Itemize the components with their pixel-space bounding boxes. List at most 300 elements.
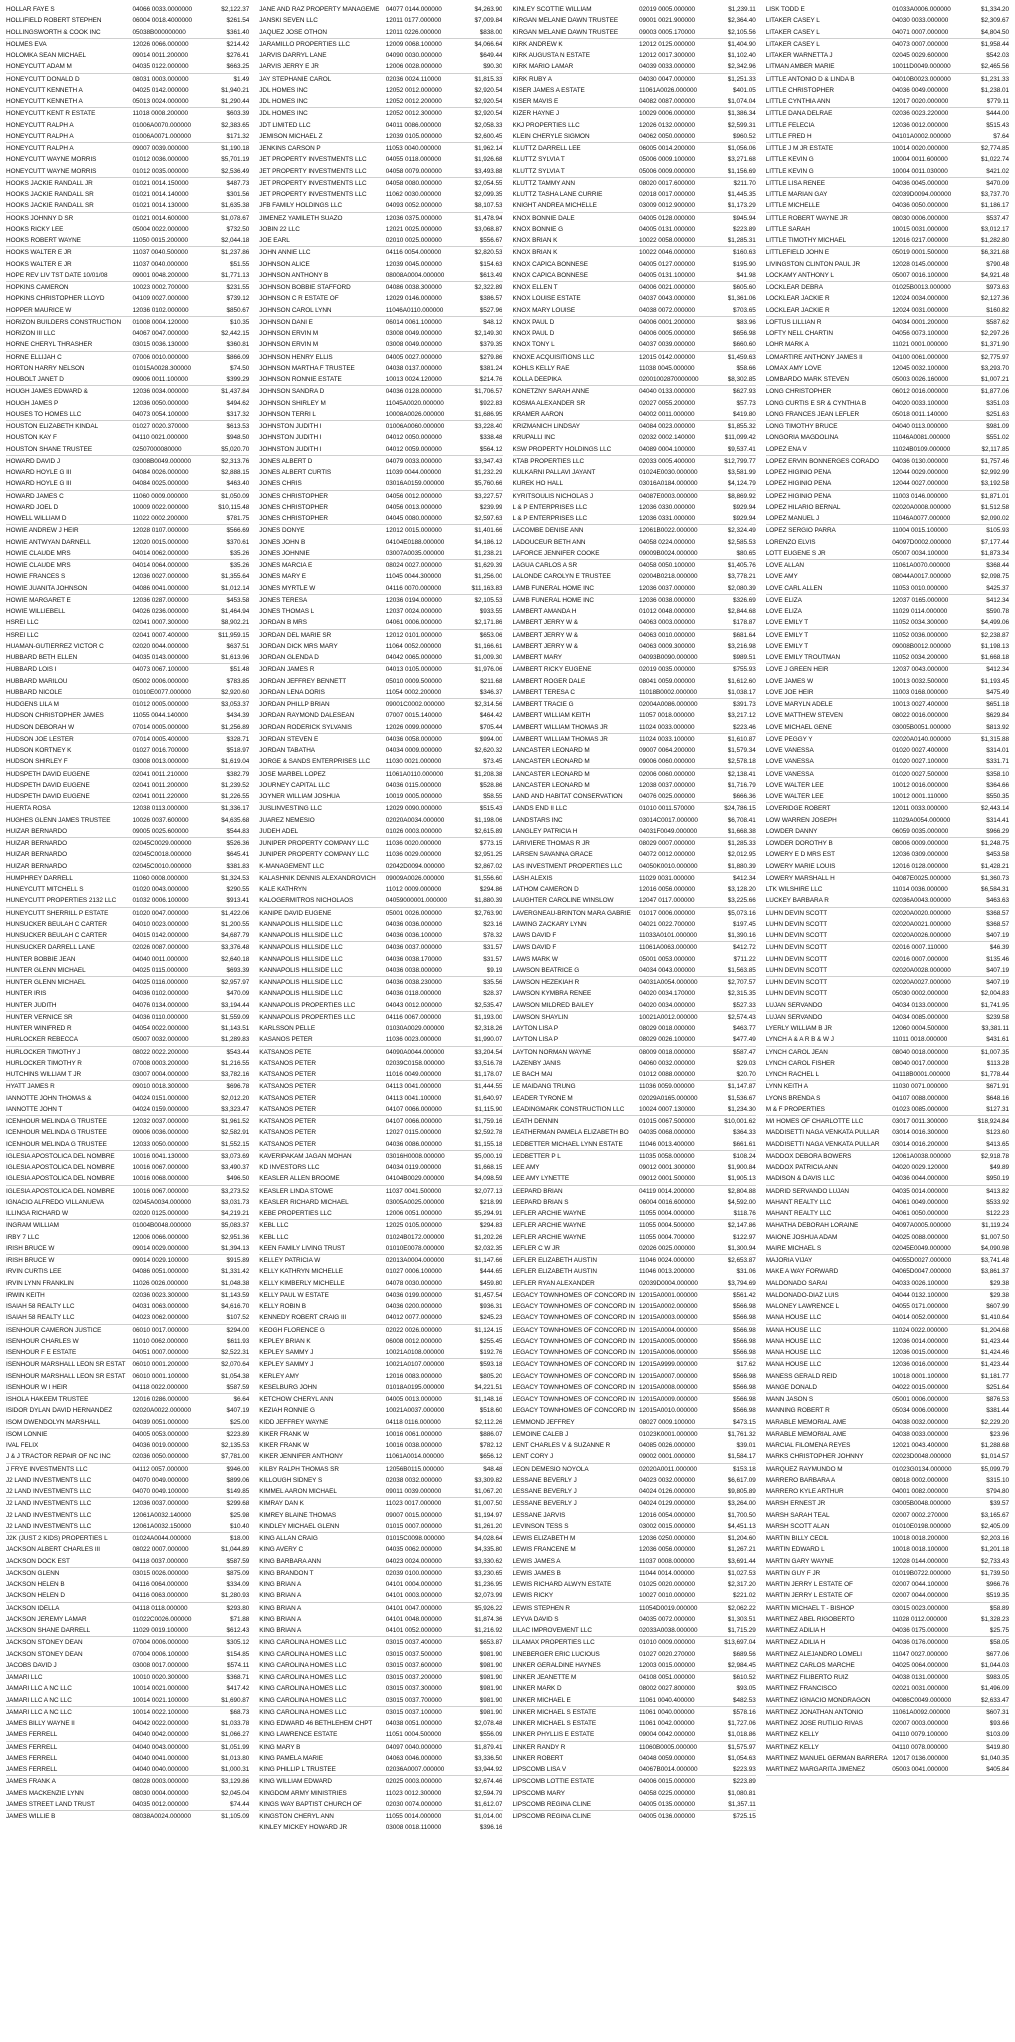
owner-name: LAMB FUNERAL HOME INC (512, 596, 594, 604)
listing-row (6, 1127, 249, 1138)
tax-amount: $1,563.85 (727, 966, 756, 974)
listing-row (6, 467, 249, 478)
owner-name: LATHOM CAMERON D (512, 886, 579, 893)
parcel-id: 01022C0026.000000 (132, 1615, 192, 1623)
owner-name: KNOX BONNIE DALE (512, 214, 575, 222)
owner-name: KANNAPOLIS HILLSIDE LLC (259, 944, 343, 952)
tax-amount: $475.49 (986, 688, 1009, 696)
listing-row (259, 1278, 502, 1290)
listing-row (766, 1232, 1009, 1243)
owner-name: LESSANE BEVERLY J (512, 1488, 577, 1495)
listing-row (6, 537, 249, 548)
parcel-id: 04040 0040.000000 (132, 1766, 189, 1773)
listing-row (766, 1208, 1009, 1220)
parcel-id: 04036 0199.000000 (385, 1291, 442, 1299)
parcel-id: 11061A0026.000000 (638, 86, 698, 94)
tax-amount: $2,054.55 (474, 179, 503, 187)
tax-amount: $2,203.16 (981, 1535, 1009, 1542)
tax-amount: $453.58 (226, 596, 250, 604)
owner-name: LESSANE BEVERLY J (512, 1476, 577, 1484)
tax-amount: $315.10 (986, 1476, 1009, 1484)
listing-row (766, 583, 1009, 595)
tax-amount: $1,105.09 (221, 1813, 250, 1820)
parcel-id: 11018 0008.200000 (132, 110, 189, 118)
parcel-id: 02025 0003.000000 (385, 1778, 442, 1786)
parcel-id: 02019 0005.000000 (638, 6, 695, 13)
listing-row (766, 826, 1009, 838)
owner-name: KEEN FAMILY LIVING TRUST (259, 1244, 346, 1252)
tax-amount: $1,610.87 (727, 735, 756, 743)
tax-amount: $725.15 (732, 1813, 756, 1820)
owner-name: LOVE MICHAEL GENE (765, 723, 832, 731)
parcel-id: 04076 0025.000000 (638, 793, 695, 800)
listing-row (6, 1811, 249, 1822)
owner-name: HOLLIFIELD ROBERT STEPHEN (6, 17, 102, 25)
parcel-id: 12012 0101.000000 (385, 631, 442, 639)
parcel-id: 07004 0006.100000 (132, 1650, 189, 1658)
parcel-id: 02021 0031.000000 (892, 1685, 949, 1693)
tax-amount: $7,177.44 (981, 538, 1009, 546)
listing-row (6, 1475, 249, 1486)
listing-row (259, 1521, 502, 1533)
parcel-id: 09007 0039.000000 (132, 145, 189, 152)
owner-name: KING EDWARD 46 BETHLEHEM CHPT (259, 1720, 373, 1727)
tax-amount: $314.41 (986, 816, 1009, 824)
parcel-id: 04066 0033.0000000 (132, 6, 193, 13)
owner-name: HOWARD HOYLE G III (6, 469, 72, 476)
owner-name: HUDGENS LILA M (6, 701, 59, 708)
listing-row (513, 617, 756, 629)
listing-row (513, 85, 756, 96)
listing-row (6, 1464, 249, 1475)
tax-amount: $1,074.04 (727, 98, 756, 105)
tax-amount: $1,355.64 (221, 573, 250, 581)
tax-amount: $1,200.55 (221, 920, 250, 928)
tax-amount: $3,336.50 (474, 1754, 503, 1762)
listing-row (259, 954, 502, 965)
parcel-id: 08028 0003.000000 (132, 1778, 189, 1786)
owner-name: LEGACY TOWNHOMES OF CONCORD IN (512, 1291, 635, 1299)
owner-name: KIRK ANDREW K (512, 40, 563, 48)
parcel-id: 01006A0071.000000 (132, 132, 191, 140)
parcel-id: 12017 0136.000000 (892, 1754, 949, 1762)
owner-name: JAMES FRANK A (6, 1778, 56, 1786)
parcel-id: 10021A0037.000000 (385, 1407, 445, 1415)
owner-name: IRBY 7 LLC (6, 1233, 40, 1241)
listing-row (513, 1127, 756, 1138)
owner-name: KIRGAN MELANIE DAWN TRUSTEE (512, 28, 619, 36)
tax-amount: $2,775.97 (981, 353, 1009, 361)
parcel-id: 01030A0029.000000 (385, 1025, 445, 1032)
parcel-id: 11060 0009.000000 (132, 492, 189, 500)
tax-amount: $1,880.39 (727, 862, 756, 870)
parcel-id: 04040 0041.000000 (132, 1754, 189, 1762)
owner-name: KNOX PAUL D (512, 318, 555, 326)
tax-amount: $2,804.88 (727, 1187, 756, 1195)
tax-amount: $58.55 (483, 793, 503, 800)
listing-row (766, 50, 1009, 61)
listing-row (766, 1544, 1009, 1555)
owner-name: JACKSON STONEY DEAN (6, 1650, 83, 1658)
owner-name: MADDISETTI NAGA VENKATA PULLAR (765, 1140, 880, 1148)
owner-name: LARIVIERE THOMAS R JR (512, 840, 590, 847)
tax-amount: $1,208.38 (474, 770, 503, 778)
listing-row (259, 270, 502, 282)
listing-row (513, 1116, 756, 1127)
owner-name: HUBBARD BETH ELLEN (6, 654, 78, 661)
owner-name: LAMBERT AMANDA H (512, 608, 577, 615)
listing-row (766, 4, 1009, 15)
owner-name: LORENZO ELVIS (765, 538, 816, 546)
parcel-id: 08027 0009.100000 (638, 1418, 695, 1426)
parcel-id: 03002 0015.000000 (638, 1522, 695, 1530)
owner-name: LAMBERT TERESA C (512, 688, 575, 696)
owner-name: KRIZMANICH LINDSAY (512, 423, 581, 430)
parcel-id: 08009 0018.000000 (638, 1048, 695, 1056)
tax-amount: $245.23 (479, 1314, 503, 1322)
owner-name: JANSKI SEVEN LLC (259, 17, 318, 25)
parcel-id: 11050 0015.200000 (132, 237, 189, 244)
listing-row (766, 1475, 1009, 1486)
owner-name: MARABLE MEMORIAL AME (765, 1418, 847, 1426)
tax-amount: $1,761.32 (727, 1430, 756, 1438)
parcel-id: 12036 0027.000000 (132, 573, 189, 581)
listing-row (259, 1000, 502, 1012)
owner-name: KNOX LOUISE ESTATE (512, 295, 581, 303)
listing-row (766, 1637, 1009, 1648)
owner-name: MANN JASON S (765, 1396, 814, 1403)
parcel-id: 01012 0048.000000 (638, 608, 695, 615)
listing-row (513, 39, 756, 50)
tax-amount: $2,004.83 (981, 990, 1009, 998)
owner-name: LUHN DEVIN SCOTT (765, 944, 828, 952)
parcel-id: 01006A0070.000000 (132, 121, 191, 129)
listing-row (6, 710, 249, 721)
tax-amount: $412.72 (732, 944, 756, 952)
parcel-id: 03015 0037.300000 (385, 1685, 442, 1693)
parcel-id: 09014 0029.100000 (132, 1257, 189, 1264)
tax-amount: $18.00 (229, 1535, 250, 1542)
listing-row (6, 1556, 249, 1568)
tax-amount: $566.98 (732, 1314, 756, 1322)
owner-name: LAND AND HABITAT CONSERVATION (512, 793, 623, 800)
parcel-id: 04076 0134.000000 (132, 1001, 189, 1009)
owner-name: KELLY KIMBERLY MICHELLE (259, 1279, 345, 1287)
tax-amount: $1,336.17 (221, 805, 250, 813)
owner-name: LOPEZ MANUEL J (765, 515, 820, 522)
owner-name: LOVE EMILY T (765, 642, 809, 650)
tax-amount: $6,584.31 (981, 886, 1009, 893)
tax-amount: $2,135.53 (221, 1442, 250, 1449)
owner-name: LITTLEFIELD JOHN E (765, 249, 830, 257)
parcel-id: 04038 0033.000000 (892, 1430, 949, 1438)
parcel-id: 03007A0035.000000 (385, 549, 445, 557)
parcel-id: 08038A0024.000000 (132, 1813, 191, 1820)
listing-row (513, 1590, 756, 1602)
tax-amount: $1,119.24 (981, 1222, 1009, 1230)
listing-row (6, 734, 249, 745)
owner-name: HOWIE JUANITA JOHNSON (6, 584, 88, 592)
listing-row (259, 699, 502, 710)
owner-name: LAMBERT TRACIE G (512, 701, 574, 708)
owner-name: LYNN KEITH A (765, 1083, 809, 1091)
parcel-id: 07008 0003.200000 (132, 1059, 189, 1067)
parcel-id: 06010 0017.000000 (132, 1326, 189, 1334)
parcel-id: 04036 0200.000000 (385, 1303, 442, 1310)
tax-amount: $8,107.53 (474, 202, 503, 210)
listing-row (6, 1498, 249, 1509)
tax-amount: $417.42 (226, 1685, 250, 1693)
parcel-id: 01020 0027.400000 (892, 747, 949, 754)
listing-row (259, 1590, 502, 1602)
tax-amount: $2,342.96 (727, 63, 756, 71)
tax-amount: $396.16 (479, 1824, 503, 1832)
listing-row (513, 1603, 756, 1614)
tax-amount: $4,186.12 (474, 538, 503, 546)
parcel-id: 11055 0004.500000 (638, 1222, 695, 1230)
tax-amount: $1,014.57 (981, 1453, 1009, 1461)
tax-amount: $1,877.06 (981, 388, 1009, 396)
tax-amount: $1,371.90 (981, 341, 1009, 349)
tax-amount: $1,961.52 (221, 1118, 250, 1125)
tax-amount: $1,612.07 (474, 1800, 503, 1808)
parcel-id: 10016 0067.000000 (132, 1164, 189, 1171)
tax-amount: $7.64 (993, 132, 1009, 140)
tax-amount: $1,038.17 (727, 688, 756, 696)
parcel-id: 12012 0015.000000 (385, 527, 442, 535)
owner-name: LAYTON NORMAN WAYNE (512, 1048, 592, 1056)
listing-row (513, 1232, 756, 1243)
listing-row (766, 259, 1009, 270)
owner-name: LONG CURTIS E SR & CYNTHIA B (765, 399, 867, 407)
owner-name: HOPE REV LIV TST DATE 10/01/08 (6, 271, 108, 279)
tax-amount: $463.40 (226, 480, 250, 488)
tax-amount: $218.99 (479, 1198, 503, 1206)
parcel-id: 01010E0198.000000 (892, 1522, 951, 1530)
tax-amount: $1,940.21 (221, 86, 250, 94)
listing-row (259, 1197, 502, 1208)
tax-amount: $527.96 (479, 306, 503, 314)
listing-row (6, 699, 249, 710)
owner-name: JONES MARCIA E (259, 562, 313, 569)
owner-name: LEGACY TOWNHOMES OF CONCORD IN (512, 1337, 635, 1345)
parcel-id: 04110 0021.000000 (132, 434, 189, 442)
tax-amount: $607.31 (986, 1708, 1009, 1716)
tax-amount: $3,204.54 (474, 1048, 503, 1056)
owner-name: KATSANOS PETER (259, 1105, 316, 1113)
tax-amount: $68.73 (229, 1708, 250, 1716)
parcel-id: 02026 0087.000000 (132, 944, 189, 952)
tax-amount: $653.87 (479, 1639, 503, 1647)
parcel-id: 12003 0015.000000 (638, 1661, 695, 1669)
tax-amount: $590.78 (986, 608, 1009, 615)
parcel-id: 12037 0024.000000 (385, 608, 442, 615)
tax-amount: $35.26 (229, 549, 250, 557)
listing-row (513, 1197, 756, 1208)
tax-amount: $5,926.22 (474, 1604, 503, 1612)
listing-row (259, 1116, 502, 1127)
listing-row (513, 1672, 756, 1683)
listing-row (259, 1568, 502, 1579)
parcel-id: 03014 0016.200000 (892, 1140, 949, 1148)
tax-amount: $3,228.40 (474, 423, 503, 430)
listing-row (6, 305, 249, 317)
owner-name: JORGE & SANDS ENTERPRISES LLC (259, 758, 371, 766)
tax-amount: $1,013.80 (221, 1754, 250, 1762)
tax-amount: $1,464.94 (221, 608, 250, 615)
tax-amount: $358.10 (986, 770, 1009, 778)
tax-amount: $2,920.54 (474, 98, 503, 105)
owner-name: KLUTTZ DARRELL LEE (512, 145, 581, 152)
listing-row (259, 630, 502, 641)
listing-row (766, 1220, 1009, 1231)
tax-amount: $1,536.67 (727, 1094, 756, 1102)
owner-name: LANDS END II LLC (512, 805, 568, 813)
owner-name: KING PAMELA MARIE (259, 1754, 323, 1762)
listing-row (513, 838, 756, 849)
parcel-id: 10018 0018.100000 (892, 1546, 949, 1554)
owner-name: M & F PROPERTIES (765, 1105, 825, 1113)
owner-name: MARTIN JERRY L ESTATE OF (765, 1592, 853, 1600)
listing-row (6, 513, 249, 525)
parcel-id: 10027 0010.000000 (638, 1592, 695, 1600)
listing-row (6, 166, 249, 178)
owner-name: LONG FRANCES JEAN LEFLER (765, 410, 860, 418)
listing-row (513, 1464, 756, 1475)
parcel-id: 12036 0194.000000 (385, 596, 442, 604)
listing-row (766, 1764, 1009, 1776)
owner-name: HOUGH JAMES P (6, 399, 59, 407)
listing-row (766, 838, 1009, 849)
owner-name: LOPEZ ENA V (765, 445, 807, 453)
tax-amount: $2,405.09 (981, 1522, 1009, 1530)
listing-row (766, 560, 1009, 571)
owner-name: JONES CHRIS (259, 480, 302, 488)
listing-row (6, 769, 249, 780)
parcel-id: 05004 0022.000000 (132, 225, 189, 233)
tax-amount: $39.01 (736, 1442, 756, 1449)
listing-row (766, 444, 1009, 456)
tax-amount: $1,405.76 (727, 562, 756, 569)
owner-name: KLEIN CHERYLE SIGMON (512, 132, 590, 140)
parcel-id: 12061A0032.140000 (132, 1511, 191, 1519)
listing-row (259, 478, 502, 490)
tax-amount: $58.05 (989, 1639, 1009, 1647)
parcel-id: 02019 0035.000000 (638, 666, 695, 674)
parcel-id: 11011 0018.000000 (892, 1036, 948, 1044)
owner-name: KING CAROLINA HOMES LLC (259, 1639, 347, 1647)
parcel-id: 10024 0007.130000 (638, 1105, 695, 1113)
owner-name: JORDAN JEFFREY BENNETT (259, 677, 347, 685)
listing-row (6, 548, 249, 560)
parcel-id: 11030 0021.000000 (385, 758, 442, 766)
tax-amount: $3,737.70 (981, 191, 1009, 198)
parcel-id: 12012 0017.300000 (638, 52, 695, 59)
parcel-id: 12012 0125.000000 (638, 40, 695, 48)
listing-row (259, 849, 502, 860)
owner-name: JACKSON GLENN (6, 1569, 60, 1577)
tax-amount: $214.42 (226, 40, 250, 48)
listing-row (766, 61, 1009, 73)
tax-amount: $391.73 (732, 701, 756, 708)
parcel-id: 11055 0044.140000 (132, 712, 189, 720)
owner-name: KTAB PROPERTIES LLC (512, 457, 585, 465)
parcel-id: 11012 0009.000000 (385, 886, 442, 893)
parcel-id: 01023 0085.000000 (892, 1105, 949, 1113)
tax-amount: $781.75 (226, 515, 250, 522)
listing-row (766, 398, 1009, 409)
tax-amount: $2,309.67 (981, 17, 1009, 25)
parcel-id: 04107 0066.000000 (385, 1105, 442, 1113)
owner-name: HONEYCUTT KENNETH A (6, 86, 83, 94)
parcel-id: 04056 0073.100000 (892, 330, 949, 337)
listing-row (259, 1301, 502, 1312)
listing-row (766, 1186, 1009, 1197)
listing-row (513, 1799, 756, 1811)
tax-amount: $2,951.36 (221, 1233, 250, 1241)
owner-name: JONES CHRISTOPHER (259, 515, 328, 522)
owner-name: JOHNSON SANDRA D (259, 388, 325, 396)
parcel-id: 04012 0077.000000 (385, 1314, 442, 1322)
parcel-id: 12037 0165.000000 (892, 596, 949, 604)
tax-amount: $2,984.45 (727, 1661, 756, 1669)
tax-amount: $4,124.79 (727, 480, 756, 488)
parcel-id: 12036 0309.000000 (892, 851, 949, 859)
owner-name: JACKSON STONEY DEAN (6, 1639, 83, 1647)
owner-name: KENNEDY ROBERT CRAIG III (259, 1314, 347, 1322)
parcel-id: 11045 0044.300000 (385, 573, 442, 581)
tax-amount: $381.83 (226, 862, 250, 870)
owner-name: LITTLE FRED H (765, 132, 812, 140)
parcel-id: 11061 0040.400000 (638, 1696, 695, 1704)
parcel-id: 04058 0225.000000 (638, 1789, 695, 1797)
parcel-id: 05003 0026.160000 (892, 376, 949, 383)
listing-row (259, 363, 502, 374)
owner-name: KD INVESTORS LLC (259, 1164, 320, 1171)
parcel-id: 04036 0110.000000 (132, 1013, 189, 1021)
owner-name: HOWARD DAVID J (6, 457, 60, 465)
owner-name: IGLESIA APOSTOLICA DEL NOMBRE (6, 1187, 115, 1195)
parcel-id: 03015 0023.000000 (892, 1604, 949, 1612)
listing-row (259, 352, 502, 363)
owner-name: ISIDOR DYLAN DAVID HERNANDEZ (6, 1407, 113, 1415)
owner-name: MANA HOUSE LLC (765, 1337, 822, 1345)
parcel-id: 04036 0118.000000 (385, 990, 442, 998)
listing-row (766, 884, 1009, 895)
owner-name: LINKER MICHAEL S ESTATE (512, 1708, 597, 1716)
owner-name: HONEYCUTT ADAM M (6, 63, 72, 71)
listing-row (6, 942, 249, 953)
tax-amount: $3,165.67 (981, 1511, 1009, 1519)
tax-amount: $656.12 (479, 1453, 503, 1461)
owner-name: HUNTER GLENN MICHAEL (6, 979, 86, 986)
listing-row (766, 722, 1009, 734)
parcel-id: 04023 0032.000000 (638, 1476, 695, 1484)
owner-name: HUDSPETH DAVID EUGENE (6, 793, 90, 800)
tax-amount: $4,804.50 (981, 28, 1009, 36)
tax-amount: $1,280.93 (221, 1592, 250, 1600)
tax-amount: $368.57 (986, 909, 1009, 917)
listing-row (6, 1116, 249, 1127)
owner-name: LYONS BRENDA S (765, 1094, 821, 1102)
owner-name: HUNTER IRIS (6, 990, 47, 998)
owner-name: MARTINEZ ALEJANDRO LOMELI (765, 1650, 863, 1658)
tax-amount: $913.41 (226, 897, 250, 905)
listing-row (766, 676, 1009, 687)
listing-row (6, 1336, 249, 1347)
tax-amount: $1,190.18 (221, 145, 250, 152)
tax-amount: $2,585.53 (727, 538, 756, 546)
